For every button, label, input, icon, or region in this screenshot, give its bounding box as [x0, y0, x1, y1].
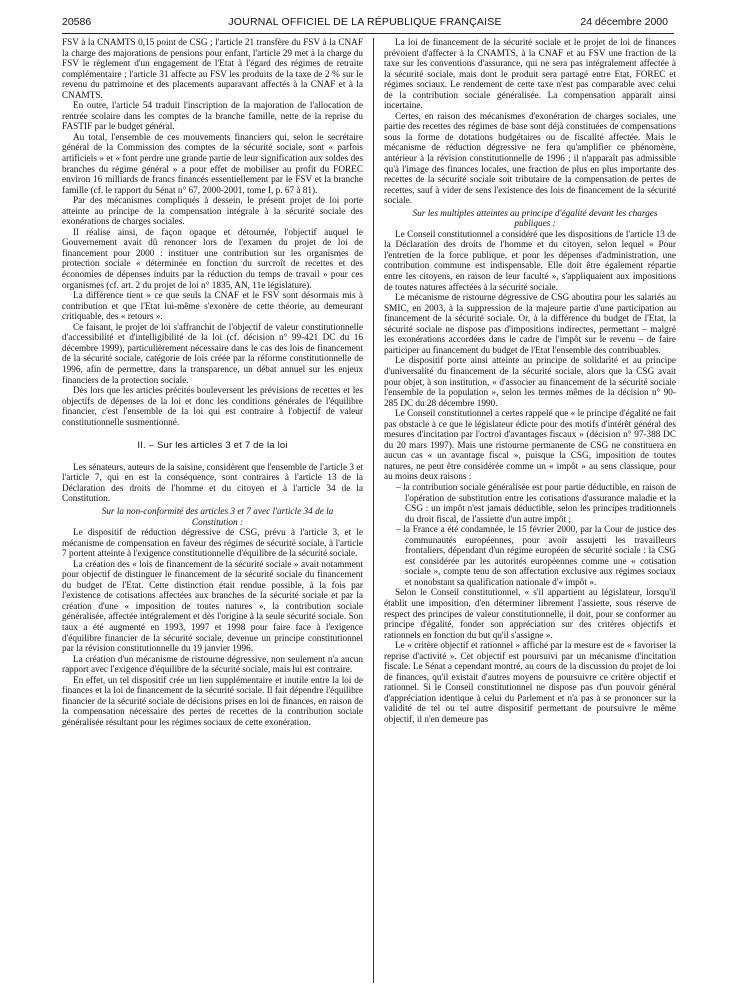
paragraph: La différence tient » ce que seuls la CNAF et le FSV sont désormais mis à contribution et que l'Etat lui-même s'exonère de cette théorie, au demeurant critiquable, des « retours ». [62, 291, 363, 323]
paragraph: Par des mécanismes compliqués à dessein, le présent projet de loi porte atteinte au principe de la compensation intégrale à la sécurité sociale des exonérations de charges sociales. [62, 196, 363, 228]
paragraph: Au total, l'ensemble de ces mouvements financiers qui, selon le secrétaire général de la Commission des comptes de la sécurité sociale, sont « parfois artificiels » et « font perdre une grande partie de leur signification aux soldes des branches du régime général » a pour effet de mobiliser au profit du FOREC environ 16 milliards de francs financés essentiellement par le FSV et la branche famille (cf. le rapport du Sénat n° 67, 2000-2001, tome I, p. 67 à 81). [62, 132, 363, 196]
paragraph: Le Conseil constitutionnel a certes rappelé que « le principe d'égalité ne fait pas obstacle à ce que le législateur édicte pour des motifs d'intérêt général des mesures d'incitation par l'octroi d'avantages fiscaux » (décision n° 97-388 DC du 20 mars 1997). Mais une ristourne permanente de CSG ne constituera en aucun cas « un avantage fiscal », puisque la CSG, imposition de toutes natures, ne peut être considérée comme un « impôt » au sens classique, pour au moins deux raisons : [384, 409, 676, 483]
list-item: – la contribution sociale généralisée est pour partie déductible, en raison de l'opération de substitution entre les cotisations d'assurance maladie et la CSG : un impôt n'est jamais déductible, selon les principes traditionnels du droit fiscal, de l'assiette d'un autre impôt ; [396, 482, 676, 525]
paragraph: Le dispositif porte ainsi atteinte au principe de solidarité et au principe d'universalité du financement de la sécurité sociale, alors que la CSG avait pour objet, à son institution, « d'associer au financement de la sécurité sociale l'ensemble de la population », selon les termes mêmes de la décision n° 90-285 DC du 28 décembre 1990. [384, 356, 676, 409]
publication-date: 24 décembre 2000 [580, 16, 668, 28]
paragraph: Il réalise ainsi, de façon opaque et détournée, l'objectif auquel le Gouvernement avait dû renoncer lors de l'examen du projet de loi de financement pour 2000 : instituer une contribution sur les organismes de protection sociale « déterminée en fonction du surcroît de recettes et des économies de dépenses induits par la réduction du temps de travail » pour ces organismes (cf. art. 2 du projet de loi n° 1835, AN, 11e législature). [62, 227, 363, 291]
paragraph: La création des « lois de financement de la sécurité sociale » avait notamment pour objectif de distinguer le financement de la sécurité sociale du financement du budget de l'Etat. Cette distinction était rendue possible, à la fois par l'existence de cotisations affectées aux branches de la sécurité sociale et par la création d'une « imposition de toutes natures », la contribution sociale généralisée, affectée intégralement et dès l'origine à la seule sécurité sociale. Son taux a été augmenté en 1993, 1997 et 1998 pour faire face à l'exigence d'équilibre financier de la sécurité sociale, devenue un principe constitutionnel par la révision constitutionnelle du 19 janvier 1996. [62, 559, 363, 655]
section-heading: II. – Sur les articles 3 et 7 de la loi [137, 440, 288, 452]
subsection-heading: Sur la non-conformité des articles 3 et 7 avec l'article 34 de la Constitution : [101, 506, 334, 528]
subsection-heading: Sur les multiples atteintes au principe d'égalité devant les charges publiques : [412, 208, 658, 230]
paragraph: Le dispositif de réduction dégressive de CSG, prévu à l'article 3, et le mécanisme de compensation en faveur des régimes de sécurité sociale, à l'article 7 portent atteinte à l'exigence constitutionnelle d'équilibre de la sécurité sociale. [62, 528, 363, 560]
paragraph: Le Conseil constitutionnel a considéré que les dispositions de l'article 13 de la Déclaration des droits de l'homme et du citoyen, selon lequel « Pour l'entretien de la force publique, et pour les dépenses d'administration, une contribution commune est indispensable. Elle doit être également répartie entre les citoyens, en raison de leur faculté », s'appliquaient aux impositions de toutes natures affectées à la sécurité sociale. [384, 229, 676, 293]
column-divider [373, 38, 374, 983]
paragraph: FSV à la CNAMTS 0,15 point de CSG ; l'article 21 transfère du FSV à la CNAF la charge des majorations de pensions pour enfant, l'article 29 met à la charge du FSV le règlement d'un engagement de l'Etat à l'égard des régimes de retraite complémentaire ; l'article 31 affecte au FSV les produits de la taxe de 2 % sur le revenu du patrimoine et des placements auparavant affectés à la CNAF et à la CNAMTS. [62, 38, 363, 101]
paragraph: La loi de financement de la sécurité sociale et le projet de loi de finances prévoient d'affecter à la CNAMTS, à la CNAF et au FSV une fraction de la taxe sur les conventions d'assurance, qui ne sera pas intégralement affectée à la sécurité sociale, mais dont le produit sera partagé entre Etat, FOREC et régimes sociaux. Le rendement de cette taxe n'est pas comparable avec celui de la contribution sociale généralisée. La compensation apparaît ainsi incertaine. [384, 38, 676, 112]
paragraph: Selon le Conseil constitutionnel, « s'il appartient au législateur, lorsqu'il établit une imposition, d'en déterminer librement l'assiette, sous réserve de respect des principes de valeur constitutionnelle, il doit, pour se conformer au principe d'égalité, fonder son appréciation sur des critères objectifs et rationnels en fonction du but qu'il s'assigne ». [384, 588, 676, 641]
paragraph: Le « critère objectif et rationnel » affiché par la mesure est de « favoriser la reprise d'activité ». Cet objectif est poursuivi par un mécanisme d'incitation fiscale. Le Sénat a cependant montré, au cours de la discussion du projet de loi de finances, qu'il existait d'autres moyens de poursuivre ce critère objectif et rationnel. Si le Conseil constitutionnel ne dispose pas d'un pouvoir général d'appréciation identique à celui du Parlement et n'a pas à se prononcer sur la validité de tel ou tel autre dispositif permettant de poursuivre le même objectif, il n'en demeure pas [384, 641, 676, 725]
page-number: 20586 [62, 16, 92, 28]
page-header [62, 14, 668, 32]
journal-title: JOURNAL OFFICIEL DE LA RÉPUBLIQUE FRANÇAISE [228, 16, 502, 28]
list-item: – la France a été condamnée, le 15 février 2000, par la Cour de justice des communautés européennes, pour avoir assujetti les travailleurs frontaliers, dépendant d'un régime européen de sécurité sociale : la CSG est considérée par les autorités européennes comme une « cotisation sociale », compte tenu de son affectation exclusive aux régimes sociaux et nonobstant sa qualification nationale d'« impôt ». [396, 525, 676, 588]
left-column [62, 38, 363, 728]
paragraph: En outre, l'article 54 traduit l'inscription de la majoration de l'allocation de rentrée scolaire dans les comptes de la branche famille, nette de la reprise du FASTIF par le budget général. [62, 101, 363, 133]
paragraph: Dès lors que les articles précités bouleversent les prévisions de recettes et les objectifs de dépenses de la loi et donc les conditions générales de l'équilibre financier, c'est l'ensemble de la loi qui est contraire à l'objectif de valeur constitutionnelle susmentionné. [62, 386, 363, 428]
paragraph: La création d'un mécanisme de ristourne dégressive, non seulement n'a aucun rapport avec l'exigence d'équilibre de la sécurité sociale, mais lui est contraire. [62, 654, 363, 676]
paragraph: Ce faisant, le projet de loi s'affranchit de l'objectif de valeur constitutionnelle d'accessibilité et d'intelligibilité de la loi (cf. décision n° 99-421 DC du 16 décembre 1999), particulièrement nécessaire dans le cas des lois de financement de la sécurité sociale, catégorie de lois créée par la réforme constitutionnelle de 1996, afin de permettre, dans la transparence, un débat annuel sur les enjeux financiers de la protection sociale. [62, 322, 363, 386]
paragraph: En effet, un tel dispositif crée un lien supplémentaire et inutile entre la loi de finances et la loi de financement de la sécurité sociale. Il fait dépendre l'équilibre financier de la sécurité sociale de décisions prises en loi de finances, en raison de la compensation nécessaire des pertes de recettes de la contribution sociale généralisée résultant pour les régimes sociaux de cette exonération. [62, 675, 363, 728]
paragraph: Certes, en raison des mécanismes d'exonération de charges sociales, une partie des recettes des régimes de base sont déjà constituées de compensations sous la forme de dotations budgétaires ou de fiscalité affectée. Mais le mécanisme de réduction dégressive ne fera qu'amplifier ce phénomène, antérieur à la révision constitutionnelle de 1996 ; il n'apparaît pas admissible qu'à l'image des finances locales, une fraction de plus en plus importante des recettes de la sécurité sociale soit tributaire de la compensation de pertes de recettes, sauf à vider de sens l'existence des lois de financement de la sécurité sociale. [384, 111, 676, 207]
paragraph: Le mécanisme de ristourne dégressive de CSG aboutira pour les salariés au SMIC, en 2003, à la suppression de la majeure partie d'une participation au financement de la sécurité sociale. Or, à la différence du budget de l'Etat, la sécurité sociale ne dispose pas d'impositions indirectes, permettant – malgré les exonérations accordées dans le cadre de l'impôt sur le revenu – de faire participer au financement du budget de l'Etat l'ensemble des contribuables. [384, 293, 676, 356]
header-rule [62, 33, 674, 34]
right-column [384, 38, 676, 726]
bullet-list [384, 483, 676, 588]
paragraph: Les sénateurs, auteurs de la saisine, considèrent que l'ensemble de l'article 3 et l'article 7, qui en est la conséquence, sont contraires à l'article 13 de la Déclaration des droits de l'homme et du citoyen et à l'article 34 de la Constitution. [62, 462, 363, 505]
